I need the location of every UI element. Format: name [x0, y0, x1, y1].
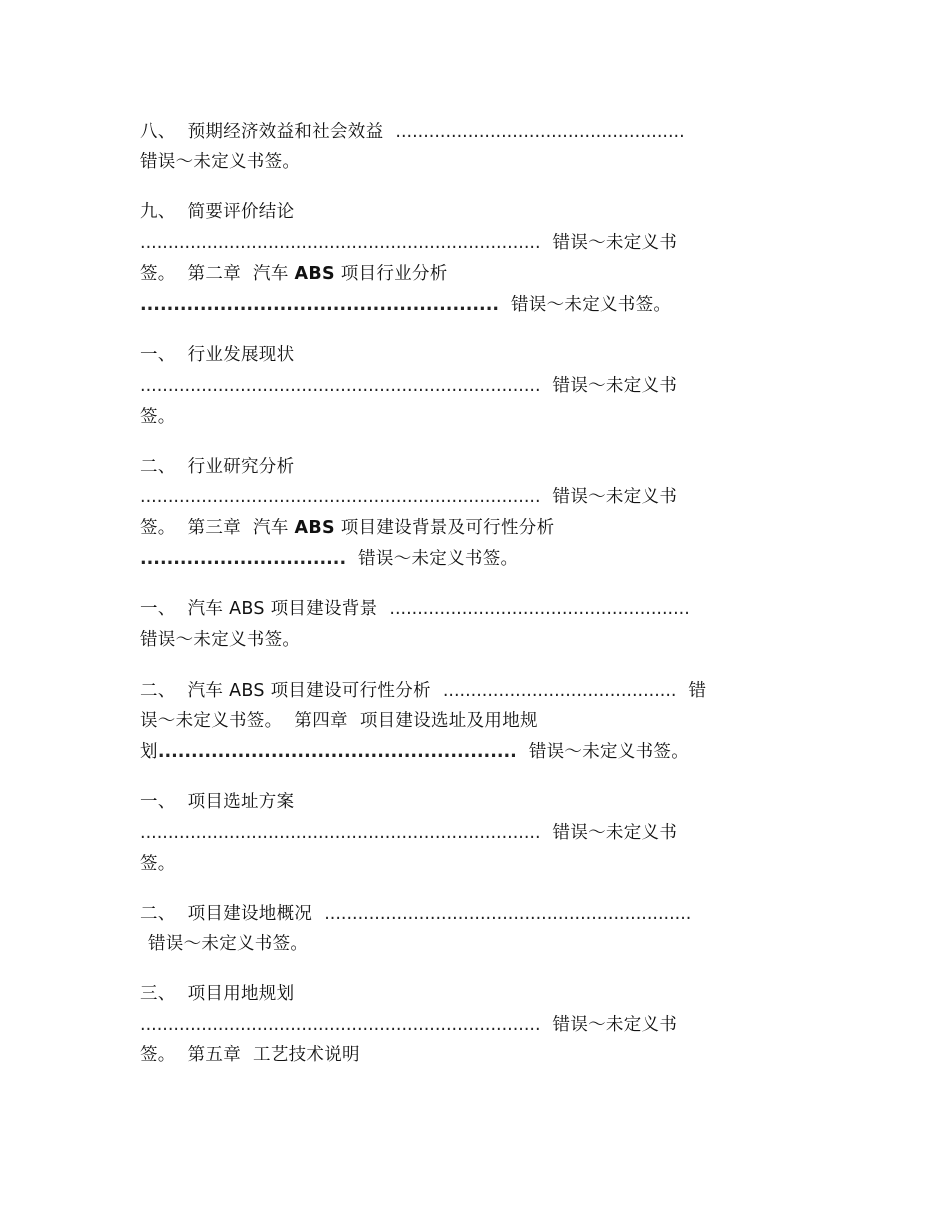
toc-entry-c3s2-line1[interactable]	[140, 679, 706, 703]
toc-error-text: 错误～未定义书	[552, 487, 678, 507]
toc-error-text: 错误～未定义书签。	[511, 295, 672, 315]
toc-entry-number: 一、	[140, 599, 176, 619]
toc-error-text: 签。	[140, 1045, 176, 1065]
toc-error-text: 错误～未定义书签。	[148, 934, 309, 954]
toc-chapter-3-line	[140, 547, 518, 571]
toc-entry-c4s1-line2	[140, 821, 677, 845]
chapter-title-pre: 汽车	[253, 518, 289, 538]
toc-entry-c2s1-line2	[140, 374, 677, 398]
toc-entry-number: 九、	[140, 202, 176, 222]
chapter-title-abs: ABS	[294, 264, 335, 284]
toc-entry-number: 二、	[140, 904, 176, 924]
toc-entry-title: 行业发展现状	[187, 345, 295, 365]
toc-error-text: 签。	[140, 854, 176, 874]
toc-leader-dots: ......................................................	[157, 742, 517, 762]
toc-leader-dots: ........................................................................	[140, 487, 541, 507]
toc-entry-title: 项目用地规划	[187, 984, 295, 1004]
toc-entry-c3s1-line2	[140, 628, 300, 652]
toc-entry-title: 汽车 ABS 项目建设背景	[187, 599, 378, 619]
toc-leader-dots: ........................................................................	[140, 233, 541, 253]
toc-leader-dots: ........................................................................	[140, 823, 541, 843]
chapter-title-post: 项目行业分析	[340, 264, 448, 284]
toc-entry-c4s2-line1[interactable]	[140, 902, 691, 926]
toc-entry-c2s1-line3	[140, 405, 176, 429]
toc-entry-8-line2	[140, 150, 300, 174]
toc-leader-dots: ........................................................................	[140, 376, 541, 396]
toc-error-text: 错误～未定义书签。	[140, 630, 301, 650]
chapter-label: 第四章	[294, 711, 348, 731]
toc-entry-c4s1-line3	[140, 852, 176, 876]
toc-entry-title: 项目建设地概况	[187, 904, 313, 924]
toc-leader-dots: ....................................................	[395, 122, 685, 142]
toc-error-text: 错误～未定义书	[552, 1015, 678, 1035]
toc-entry-c2s2-line3[interactable]	[140, 516, 554, 540]
toc-entry-number: 一、	[140, 792, 176, 812]
chapter-title: 工艺技术说明	[253, 1045, 360, 1065]
toc-entry-c2s2-line1[interactable]	[140, 455, 294, 479]
toc-error-text: 签。	[140, 264, 176, 284]
toc-error-text: 签。	[140, 518, 176, 538]
chapter-title-post: 项目建设背景及可行性分析	[340, 518, 555, 538]
toc-chapter-4-line	[140, 740, 689, 764]
toc-error-text: 错误～未定义书	[552, 376, 678, 396]
toc-entry-c4s3-line3[interactable]	[140, 1043, 360, 1067]
toc-entry-c2s2-line2	[140, 485, 677, 509]
toc-entry-9-line3[interactable]	[140, 262, 448, 286]
toc-entry-c4s2-line2	[148, 932, 308, 956]
toc-entry-title: 预期经济效益和社会效益	[187, 122, 384, 142]
toc-entry-9-line2	[140, 231, 677, 255]
toc-leader-dots: ..................................................................	[324, 904, 692, 924]
toc-leader-dots: ...............................	[140, 549, 347, 569]
chapter-label: 第三章	[187, 518, 242, 538]
chapter-label: 第五章	[187, 1045, 242, 1065]
toc-entry-number: 二、	[140, 681, 176, 701]
toc-entry-title: 汽车 ABS 项目建设可行性分析	[187, 681, 431, 701]
toc-entry-c4s1-line1[interactable]	[140, 790, 294, 814]
toc-entry-number: 二、	[140, 457, 176, 477]
chapter-title-pre: 汽车	[253, 264, 289, 284]
toc-entry-title: 简要评价结论	[187, 202, 295, 222]
toc-error-text: 误～未定义书签。	[140, 711, 283, 731]
toc-error-text: 错误～未定义书签。	[358, 549, 519, 569]
toc-leader-dots: ......................................................	[389, 599, 690, 619]
toc-entry-c2s1-line1[interactable]	[140, 343, 294, 367]
toc-chapter-2-line	[140, 293, 671, 317]
toc-entry-c3s1-line1[interactable]	[140, 597, 690, 621]
toc-entry-c3s2-line2[interactable]	[140, 709, 538, 733]
toc-entry-c4s3-line2	[140, 1013, 677, 1037]
toc-entry-title: 项目选址方案	[187, 792, 295, 812]
toc-leader-dots: ........................................................................	[140, 1015, 541, 1035]
toc-entry-number: 三、	[140, 984, 176, 1004]
toc-entry-8-line1[interactable]	[140, 120, 685, 144]
toc-entry-title: 行业研究分析	[187, 457, 295, 477]
toc-error-text: 错误～未定义书签。	[140, 152, 301, 172]
toc-entry-c4s3-line1[interactable]	[140, 982, 294, 1006]
toc-leader-dots: ......................................................	[140, 295, 499, 315]
toc-error-text: 错误～未定义书签。	[528, 742, 690, 762]
chapter-label: 第二章	[187, 264, 242, 284]
toc-entry-number: 八、	[140, 122, 176, 142]
chapter-title: 项目建设选址及用地规	[359, 711, 538, 731]
toc-error-text: 错误～未定义书	[552, 233, 678, 253]
toc-leader-dots: ..........................................	[442, 681, 677, 701]
toc-error-text: 签。	[140, 407, 176, 427]
toc-entry-number: 一、	[140, 345, 176, 365]
chapter-title-abs: ABS	[294, 518, 335, 538]
toc-error-text: 错误～未定义书	[552, 823, 678, 843]
toc-error-text: 错	[688, 681, 707, 701]
toc-entry-9-line1[interactable]	[140, 200, 294, 224]
chapter-title-cont: 划	[140, 742, 158, 762]
